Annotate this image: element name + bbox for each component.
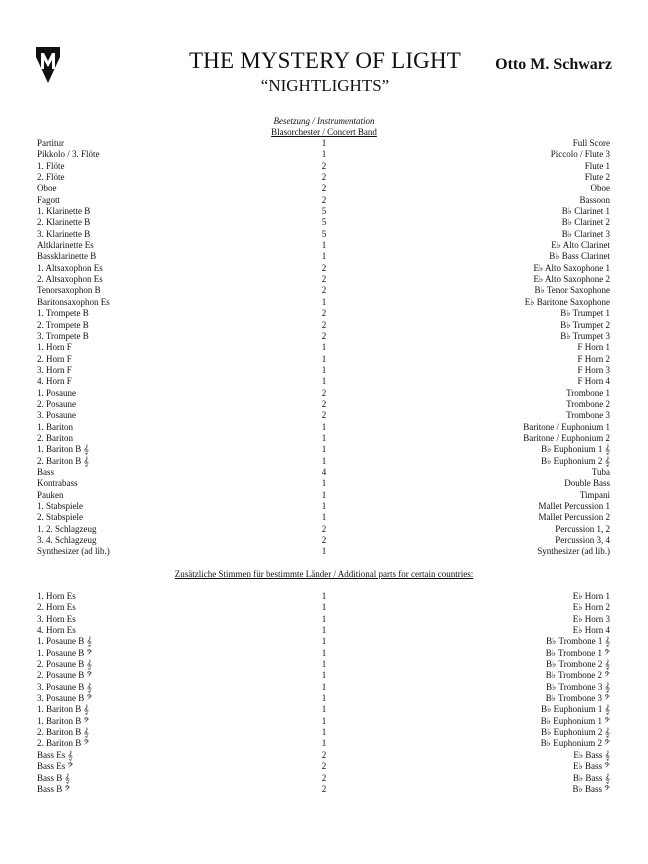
part-row <box>37 183 610 194</box>
part-name-english: Flute 2 <box>584 172 610 183</box>
part-name-german: 3. Horn Es <box>37 613 76 624</box>
part-name-english: Baritone / Euphonium 2 <box>523 432 610 443</box>
part-quantity: 2 <box>321 410 327 421</box>
part-quantity: 2 <box>321 535 327 546</box>
part-row <box>37 750 610 761</box>
part-name-english: Synthesizer (ad lib.) <box>537 546 610 557</box>
part-quantity: 1 <box>321 444 327 455</box>
part-quantity: 1 <box>321 693 327 704</box>
part-name-english: Timpani <box>579 489 610 500</box>
part-quantity: 2 <box>321 523 327 534</box>
part-name-english: B♭ Trombone 3 𝄞 <box>546 681 610 692</box>
part-quantity: 1 <box>321 240 327 251</box>
part-name-german: 1. Bariton B 𝄞 <box>37 704 89 715</box>
part-row <box>37 376 610 387</box>
part-quantity: 1 <box>321 602 327 613</box>
part-quantity: 2 <box>321 262 327 273</box>
part-quantity: 2 <box>321 772 327 783</box>
part-quantity: 2 <box>321 783 327 794</box>
part-name-german: Oboe <box>37 183 57 194</box>
part-row <box>37 602 610 613</box>
part-row <box>37 308 610 319</box>
part-quantity: 2 <box>321 274 327 285</box>
part-row <box>37 422 610 433</box>
part-row <box>37 354 610 365</box>
piece-title: THE MYSTERY OF LIGHT <box>188 48 462 73</box>
part-quantity: 2 <box>321 194 327 205</box>
part-row <box>37 274 610 285</box>
part-name-german: 1. Posaune B 𝄞 <box>37 636 92 647</box>
part-name-german: 2. Horn Es <box>37 602 76 613</box>
part-row <box>37 546 610 557</box>
part-name-german: 1. Stabspiele <box>37 501 83 511</box>
part-quantity: 1 <box>321 546 327 557</box>
part-quantity: 4 <box>321 466 327 477</box>
part-name-english: B♭ Euphonium 2 𝄞 <box>541 727 610 738</box>
part-name-english: Trombone 3 <box>566 410 610 421</box>
part-name-english: B♭ Bass 𝄢 <box>572 783 610 794</box>
part-name-german: 2. Bariton B 𝄞 <box>37 727 89 738</box>
part-name-english: B♭ Euphonium 2 𝄞 <box>541 455 610 466</box>
part-quantity: 2 <box>321 398 327 409</box>
part-name-german: 2. Posaune B 𝄞 <box>37 659 92 670</box>
part-row <box>37 138 610 149</box>
part-row <box>37 738 610 749</box>
part-name-german: 2. Bariton B 𝄞 <box>37 455 89 466</box>
part-name-german: Altklarinette Es <box>37 240 94 251</box>
part-row <box>37 365 610 376</box>
part-name-german: 2. Posaune B 𝄢 <box>37 670 93 681</box>
part-name-english: B♭ Euphonium 1 𝄢 <box>540 715 610 726</box>
part-name-english: Piccolo / Flute 3 <box>550 149 610 160</box>
part-row <box>37 614 610 625</box>
part-row <box>37 773 610 784</box>
part-name-english: B♭ Bass Clarinet <box>549 251 610 262</box>
additional-parts-list <box>37 591 610 795</box>
part-name-english: Full Score <box>572 138 610 148</box>
ensemble-heading: Blasorchester / Concert Band <box>271 127 377 137</box>
instrumentation-heading: Besetzung / Instrumentation <box>273 116 375 126</box>
part-name-english: E♭ Horn 1 <box>572 591 610 601</box>
part-quantity: 2 <box>321 761 327 772</box>
part-row <box>37 478 610 489</box>
part-quantity: 1 <box>321 625 327 636</box>
part-name-english: Mallet Percussion 2 <box>538 512 610 523</box>
part-name-english: B♭ Euphonium 1 𝄞 <box>541 704 610 715</box>
part-name-english: E♭ Bass 𝄢 <box>572 761 610 772</box>
part-quantity: 1 <box>321 670 327 681</box>
part-name-english: B♭ Trombone 2 𝄢 <box>545 670 610 681</box>
part-name-english: F Horn 1 <box>577 342 610 353</box>
part-name-german: 1. Horn F <box>37 342 72 353</box>
part-name-german: 2. Altsaxophon Es <box>37 274 103 285</box>
part-name-german: 1. Posaune B 𝄢 <box>37 647 93 658</box>
part-quantity: 5 <box>321 217 327 228</box>
part-row <box>37 761 610 772</box>
part-name-german: 1. 2. Schlagzeug <box>37 523 97 534</box>
part-quantity: 1 <box>321 432 327 443</box>
part-quantity: 2 <box>321 330 327 341</box>
part-quantity: 2 <box>321 319 327 330</box>
part-name-german: 2. Klarinette B <box>37 217 91 228</box>
part-name-english: B♭ Trumpet 3 <box>560 330 610 341</box>
part-row <box>37 388 610 399</box>
part-name-german: Bass Es 𝄞 <box>37 749 73 760</box>
part-name-english: B♭ Clarinet 1 <box>561 206 610 217</box>
part-name-english: Bassoon <box>579 194 610 205</box>
part-row <box>37 444 610 455</box>
part-name-english: Double Bass <box>564 478 610 489</box>
part-quantity: 1 <box>321 149 327 160</box>
part-quantity: 1 <box>321 636 327 647</box>
part-row <box>37 727 610 738</box>
part-name-english: E♭ Bass 𝄞 <box>573 749 610 760</box>
part-name-german: 1. Bariton B 𝄞 <box>37 444 89 455</box>
part-quantity: 1 <box>321 478 327 489</box>
part-name-english: F Horn 3 <box>577 364 610 375</box>
part-row <box>37 704 610 715</box>
part-name-german: Baritonsaxophon Es <box>37 296 110 307</box>
part-name-german: Pikkolo / 3. Flöte <box>37 149 100 160</box>
part-name-english: Mallet Percussion 1 <box>538 501 610 511</box>
part-name-german: 1. Horn Es <box>37 591 76 601</box>
part-quantity: 5 <box>321 228 327 239</box>
part-name-english: Percussion 1, 2 <box>555 523 610 534</box>
part-row <box>37 161 610 172</box>
part-name-english: E♭ Horn 3 <box>572 613 610 624</box>
part-row <box>37 342 610 353</box>
part-quantity: 1 <box>321 647 327 658</box>
part-name-german: 3. 4. Schlagzeug <box>37 535 97 546</box>
part-row <box>37 467 610 478</box>
part-name-english: Oboe <box>590 183 610 194</box>
part-name-english: E♭ Horn 4 <box>572 625 610 636</box>
part-name-german: Bass B 𝄢 <box>37 783 71 794</box>
part-row <box>37 297 610 308</box>
piece-subtitle: “NIGHTLIGHTS” <box>260 76 390 95</box>
part-row <box>37 501 610 512</box>
part-name-english: E♭ Alto Saxophone 1 <box>533 262 610 273</box>
part-name-english: E♭ Horn 2 <box>572 602 610 613</box>
part-quantity: 1 <box>321 296 327 307</box>
part-row <box>37 331 610 342</box>
instrumentation-list <box>37 138 610 558</box>
part-name-english: B♭ Trombone 2 𝄞 <box>546 659 610 670</box>
part-quantity: 1 <box>321 455 327 466</box>
part-name-german: 3. Posaune B 𝄞 <box>37 681 92 692</box>
part-name-english: Tuba <box>591 466 610 477</box>
part-quantity: 1 <box>321 512 327 523</box>
part-name-english: B♭ Trombone 3 𝄢 <box>545 693 610 704</box>
part-quantity: 1 <box>321 342 327 353</box>
part-name-german: 3. Klarinette B <box>37 228 91 239</box>
part-name-german: 1. Altsaxophon Es <box>37 262 103 273</box>
part-name-german: 2. Bariton B 𝄢 <box>37 738 90 749</box>
part-row <box>37 410 610 421</box>
part-name-german: 3. Horn F <box>37 364 72 375</box>
part-name-german: 2. Posaune <box>37 398 76 409</box>
part-quantity: 1 <box>321 251 327 262</box>
part-row <box>37 625 610 636</box>
part-row <box>37 716 610 727</box>
part-row <box>37 490 610 501</box>
part-quantity: 1 <box>321 501 327 511</box>
part-row <box>37 659 610 670</box>
part-quantity: 1 <box>321 364 327 375</box>
part-name-german: 4. Horn Es <box>37 625 76 636</box>
part-name-german: Fagott <box>37 194 61 205</box>
part-quantity: 1 <box>321 421 327 432</box>
part-row <box>37 591 610 602</box>
part-name-english: E♭ Baritone Saxophone <box>524 296 610 307</box>
part-quantity: 1 <box>321 715 327 726</box>
part-row <box>37 229 610 240</box>
part-name-german: Kontrabass <box>37 478 78 489</box>
part-quantity: 1 <box>321 613 327 624</box>
part-name-english: F Horn 2 <box>577 353 610 364</box>
part-name-german: 2. Bariton <box>37 432 73 443</box>
additional-parts-heading: Zusätzliche Stimmen für bestimmte Länder / Additional parts for certain countries: <box>174 569 474 579</box>
part-quantity: 1 <box>321 727 327 738</box>
part-quantity: 1 <box>321 489 327 500</box>
part-name-english: B♭ Trombone 1 𝄢 <box>545 647 610 658</box>
part-name-german: 3. Posaune <box>37 410 76 421</box>
part-name-german: Bass Es 𝄢 <box>37 761 74 772</box>
part-name-english: B♭ Euphonium 2 𝄢 <box>540 738 610 749</box>
part-name-english: E♭ Alto Clarinet <box>551 240 610 251</box>
part-name-german: 2. Flöte <box>37 172 65 183</box>
part-row <box>37 217 610 228</box>
part-quantity: 2 <box>321 285 327 296</box>
part-row <box>37 251 610 262</box>
part-name-english: Percussion 3, 4 <box>555 535 610 546</box>
part-quantity: 2 <box>321 387 327 398</box>
part-name-english: B♭ Trombone 1 𝄞 <box>546 636 610 647</box>
part-row <box>37 636 610 647</box>
part-row <box>37 149 610 160</box>
part-name-german: 1. Bariton B 𝄢 <box>37 715 90 726</box>
part-name-german: 1. Klarinette B <box>37 206 91 217</box>
part-row <box>37 285 610 296</box>
part-quantity: 2 <box>321 160 327 171</box>
part-row <box>37 195 610 206</box>
part-quantity: 1 <box>321 659 327 670</box>
part-name-english: B♭ Bass 𝄞 <box>572 772 610 783</box>
part-name-german: Pauken <box>37 489 64 500</box>
part-name-english: Trombone 2 <box>566 398 610 409</box>
part-name-english: Flute 1 <box>584 160 610 171</box>
part-row <box>37 682 610 693</box>
part-name-german: Tenorsaxophon B <box>37 285 101 296</box>
part-name-german: 1. Trompete B <box>37 308 89 319</box>
part-name-english: E♭ Alto Saxophone 2 <box>533 274 610 285</box>
part-row <box>37 172 610 183</box>
part-quantity: 1 <box>321 138 327 148</box>
part-quantity: 1 <box>321 738 327 749</box>
part-row <box>37 670 610 681</box>
part-name-german: Partitur <box>37 138 64 148</box>
part-row <box>37 399 610 410</box>
part-row <box>37 456 610 467</box>
part-row <box>37 320 610 331</box>
publisher-logo-icon <box>36 47 60 83</box>
part-name-german: Synthesizer (ad lib.) <box>37 546 110 557</box>
part-row <box>37 206 610 217</box>
part-name-german: 3. Trompete B <box>37 330 89 341</box>
part-quantity: 2 <box>321 749 327 760</box>
part-name-english: B♭ Trumpet 1 <box>560 308 610 319</box>
part-quantity: 2 <box>321 308 327 319</box>
part-quantity: 1 <box>321 704 327 715</box>
part-row <box>37 784 610 795</box>
part-quantity: 1 <box>321 353 327 364</box>
part-row <box>37 524 610 535</box>
part-name-german: Bass B 𝄞 <box>37 772 70 783</box>
part-name-english: B♭ Clarinet 3 <box>561 228 610 239</box>
part-name-german: 1. Flöte <box>37 160 65 171</box>
part-quantity: 1 <box>321 681 327 692</box>
part-row <box>37 648 610 659</box>
part-quantity: 5 <box>321 206 327 217</box>
part-quantity: 2 <box>321 172 327 183</box>
part-row <box>37 512 610 523</box>
part-quantity: 1 <box>321 376 327 387</box>
part-name-english: B♭ Euphonium 1 𝄞 <box>541 444 610 455</box>
part-row <box>37 263 610 274</box>
part-name-german: 2. Trompete B <box>37 319 89 330</box>
composer-name: Otto M. Schwarz <box>495 56 612 73</box>
part-name-english: Trombone 1 <box>566 387 610 398</box>
part-name-german: Bassklarinette B <box>37 251 97 262</box>
part-name-english: Baritone / Euphonium 1 <box>523 421 610 432</box>
part-row <box>37 535 610 546</box>
part-name-english: B♭ Trumpet 2 <box>560 319 610 330</box>
part-row <box>37 693 610 704</box>
part-name-english: F Horn 4 <box>577 376 610 387</box>
part-name-german: 1. Posaune <box>37 387 76 398</box>
part-name-german: 4. Horn F <box>37 376 72 387</box>
part-name-german: 1. Bariton <box>37 421 73 432</box>
part-quantity: 2 <box>321 183 327 194</box>
part-name-german: 2. Stabspiele <box>37 512 83 523</box>
part-quantity: 1 <box>321 591 327 601</box>
part-name-english: B♭ Clarinet 2 <box>561 217 610 228</box>
part-row <box>37 240 610 251</box>
part-name-german: 3. Posaune B 𝄢 <box>37 693 93 704</box>
part-row <box>37 433 610 444</box>
part-name-german: 2. Horn F <box>37 353 72 364</box>
part-name-german: Bass <box>37 466 55 477</box>
part-name-english: B♭ Tenor Saxophone <box>534 285 610 296</box>
